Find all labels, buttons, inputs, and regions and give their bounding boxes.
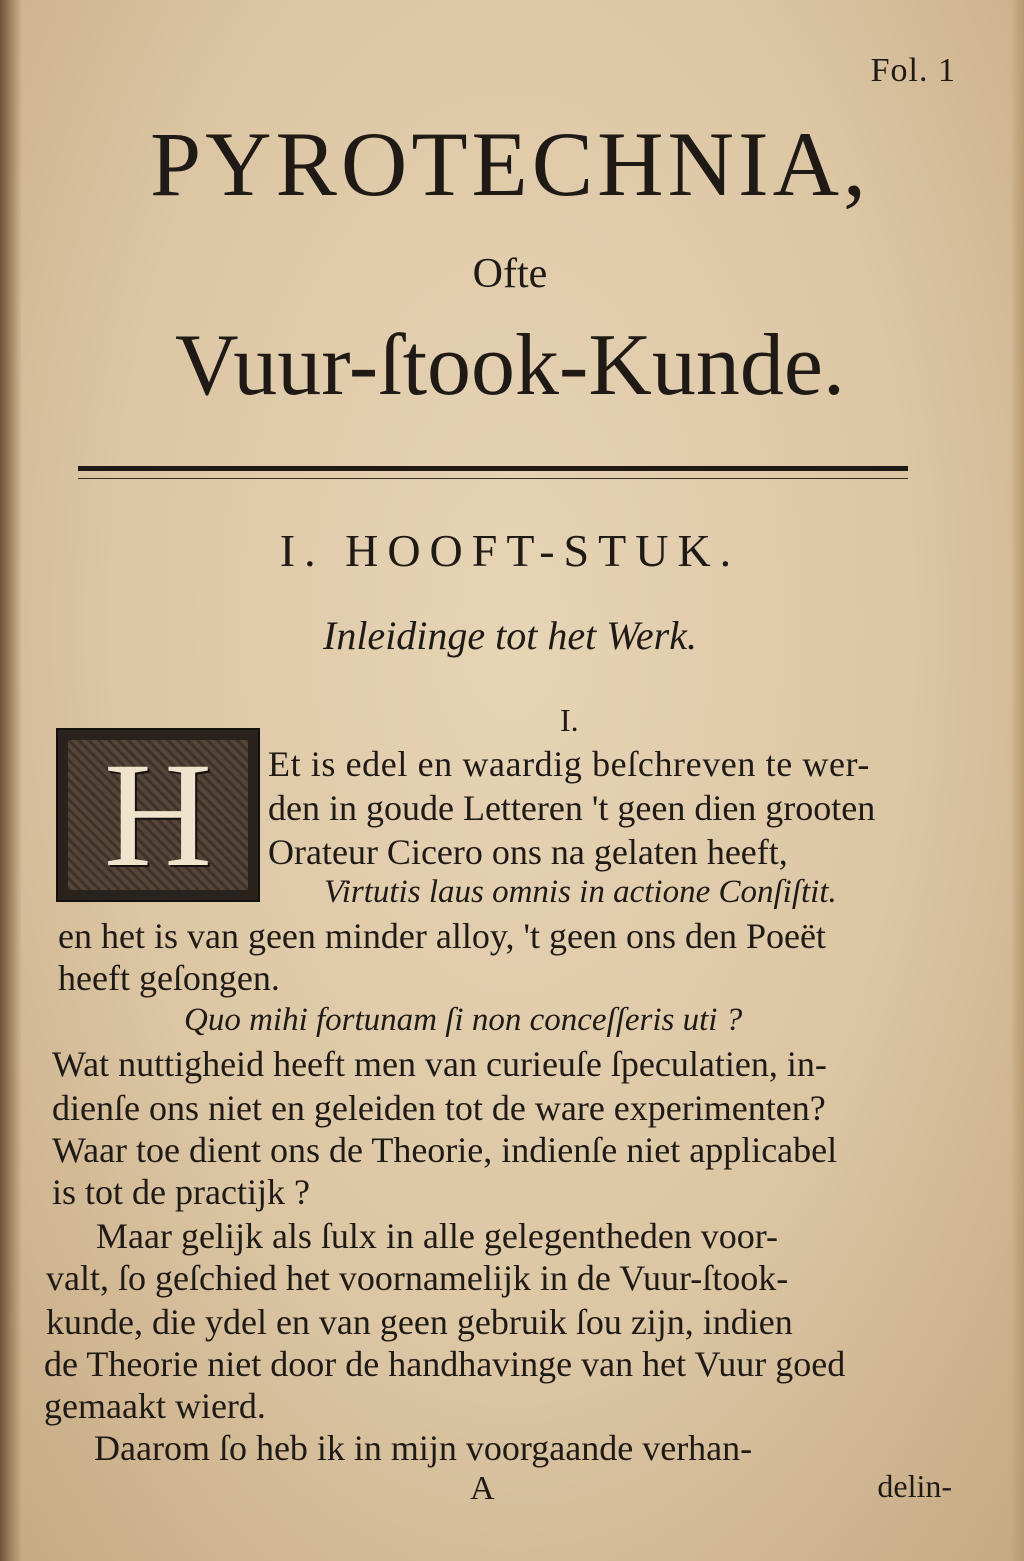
body-line-quote: Virtutis laus omnis in actione Conſiſtit. [324,874,837,910]
initial-letter: H [103,732,213,898]
signature-mark: A [470,1470,495,1507]
section-number: I. [560,702,579,738]
body-line: kunde, die ydel en van geen gebruik ſou zijn, indien [46,1302,793,1342]
body-line: dienſe ons niet en geleiden tot de ware experimenten? [52,1088,826,1128]
body-line: heeft geſongen. [58,958,280,998]
chapter-heading: I. HOOFT-STUK. [279,525,741,576]
body-line: Orateur Cicero ons na gelaten heeft, [268,832,788,872]
body-line: gemaakt wierd. [44,1386,266,1426]
folio-number: Fol. 1 [870,52,956,89]
page-outer-edge [1010,0,1024,1561]
body-line: Et is edel en waardig beſchreven te wer- [268,744,871,784]
body-line: Wat nuttigheid heeft men van curieuſe ſpeculatien, in- [52,1044,827,1084]
decorated-initial [56,728,260,902]
body-line: Daarom ſo heb ik in mijn voorgaande verhan- [94,1428,753,1468]
body-line: den in goude Letteren 't geen dien grooten [268,788,876,828]
thin-divider [78,478,908,479]
body-line: de Theorie niet door de handhavinge van het Vuur goed [44,1344,846,1384]
initial-ornament [68,732,248,898]
title-connector: Ofte [472,251,548,297]
page-subtitle: Vuur-ſtook-Kunde. [175,317,845,414]
body-line-quote: Quo mihi fortunam ſi non conceſſeris uti ? [184,1002,743,1038]
body-line: en het is van geen minder alloy, 't geen ons den Poeët [58,916,826,956]
body-line: is tot de practijk ? [52,1172,310,1212]
body-line: Maar gelijk als ſulx in alle gelegentheden voor- [96,1216,779,1256]
catchword: delin- [877,1468,952,1504]
body-line: Waar toe dient ons de Theorie, indienſe niet applicabel [52,1130,838,1170]
page-title: PYROTECHNIA, [149,113,871,215]
chapter-subheading: Inleidinge tot het Werk. [323,613,697,658]
thick-divider [78,466,908,471]
body-line: valt, ſo geſchied het voornamelijk in de Vuur-ſtook- [46,1258,789,1298]
page-binding-edge [0,0,22,1561]
